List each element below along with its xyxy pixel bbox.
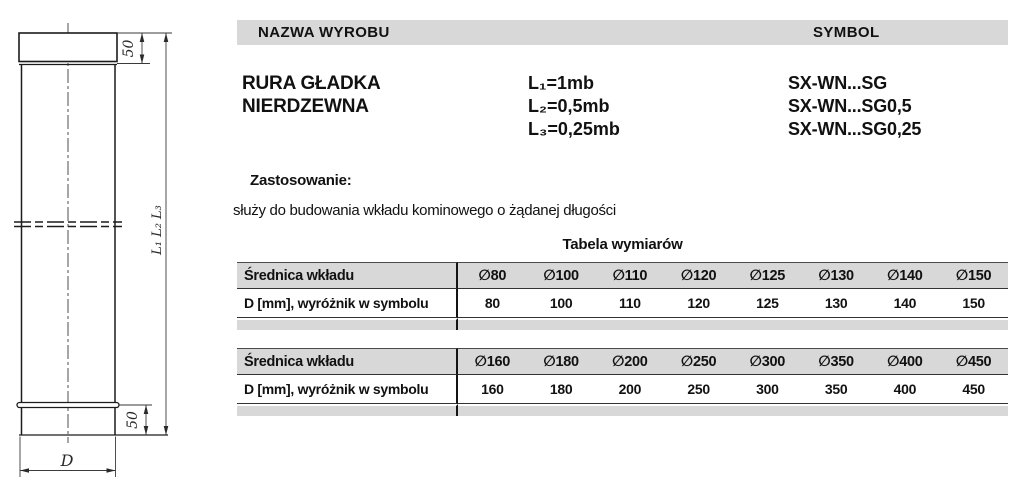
product-name-line2: NIERDZEWNA (242, 96, 369, 117)
diameter-value-cell: 120 (664, 289, 733, 318)
diameter-value-cell: 160 (458, 375, 527, 404)
diameter-header-cell: ∅80 (458, 262, 527, 289)
symbol-variant-1: SX-WN...SG (788, 73, 888, 93)
diameter-value-cell: 450 (939, 375, 1008, 404)
diameter-value-cell: 100 (527, 289, 596, 318)
diameter-header-cell: ∅160 (458, 348, 527, 375)
table-footer-strip-left (237, 318, 458, 330)
length-l3: L₃=0,25mb (528, 119, 620, 139)
column-title-symbol: SYMBOL (813, 24, 880, 41)
diameter-header-cell: ∅300 (733, 348, 802, 375)
diameter-value-cell: 80 (458, 289, 527, 318)
diameter-value-cell: 400 (871, 375, 940, 404)
diameter-header-cell: ∅250 (664, 348, 733, 375)
diameter-header-cell: ∅120 (664, 262, 733, 289)
table-footer-strip (458, 318, 1008, 330)
dimensions-table-title: Tabela wymiarów (562, 236, 683, 253)
diameter-value-cell: 130 (802, 289, 871, 318)
dim-label-lengths-l1l2l3: L₁ L₂ L₃ (150, 205, 165, 255)
table-row-label: D [mm], wyróżnik w symbolu (237, 375, 458, 404)
product-name-line1: RURA GŁADKA (242, 73, 381, 94)
table-footer-strip (458, 404, 1008, 416)
table-header-label: Średnica wkładu (237, 262, 458, 289)
diameter-header-cell: ∅450 (939, 348, 1008, 375)
pipe-socket-outline (19, 33, 117, 62)
dim-label-socket-top-50: 50 (121, 39, 137, 58)
diameter-header-cell: ∅150 (939, 262, 1008, 289)
product-name (242, 72, 381, 118)
diameter-header-cell: ∅200 (596, 348, 665, 375)
table-footer-strip-left (237, 404, 458, 416)
diameter-value-cell: 350 (802, 375, 871, 404)
header-bar (237, 20, 1008, 45)
diameter-value-cell: 150 (939, 289, 1008, 318)
diameter-value-cell: 110 (596, 289, 665, 318)
dimensions-table-small-diameters (237, 262, 1008, 330)
diameter-header-cell: ∅350 (802, 348, 871, 375)
length-variants (528, 72, 620, 141)
diameter-value-cell: 180 (527, 375, 596, 404)
diameter-header-cell: ∅125 (733, 262, 802, 289)
diameter-header-cell: ∅140 (871, 262, 940, 289)
diameter-header-cell: ∅100 (527, 262, 596, 289)
diameter-value-cell: 140 (871, 289, 940, 318)
dimensions-table-large-diameters (237, 348, 1008, 416)
diameter-value-cell: 200 (596, 375, 665, 404)
symbol-variant-2: SX-WN...SG0,5 (788, 96, 912, 116)
diameter-value-cell: 300 (733, 375, 802, 404)
diameter-header-cell: ∅180 (527, 348, 596, 375)
diameter-header-cell: ∅110 (596, 262, 665, 289)
symbol-variants (788, 72, 921, 141)
symbol-variant-3: SX-WN...SG0,25 (788, 119, 922, 139)
table-row-label: D [mm], wyróżnik w symbolu (237, 289, 458, 318)
length-l2: L₂=0,5mb (528, 96, 610, 116)
diameter-header-cell: ∅400 (871, 348, 940, 375)
pipe-bead (17, 403, 119, 408)
length-l1: L₁=1mb (528, 73, 594, 93)
pipe-technical-drawing (0, 0, 230, 504)
application-description: służy do budowania wkładu kominowego o żądanej długości (233, 202, 616, 219)
diameter-header-cell: ∅130 (802, 262, 871, 289)
application-label: Zastosowanie: (250, 172, 352, 189)
dim-label-socket-bottom-50: 50 (125, 411, 141, 429)
table-header-label: Średnica wkładu (237, 348, 458, 375)
diameter-value-cell: 125 (733, 289, 802, 318)
diameter-value-cell: 250 (664, 375, 733, 404)
dim-label-diameter-d: D (60, 451, 74, 470)
column-title-product-name: NAZWA WYROBU (258, 24, 390, 41)
